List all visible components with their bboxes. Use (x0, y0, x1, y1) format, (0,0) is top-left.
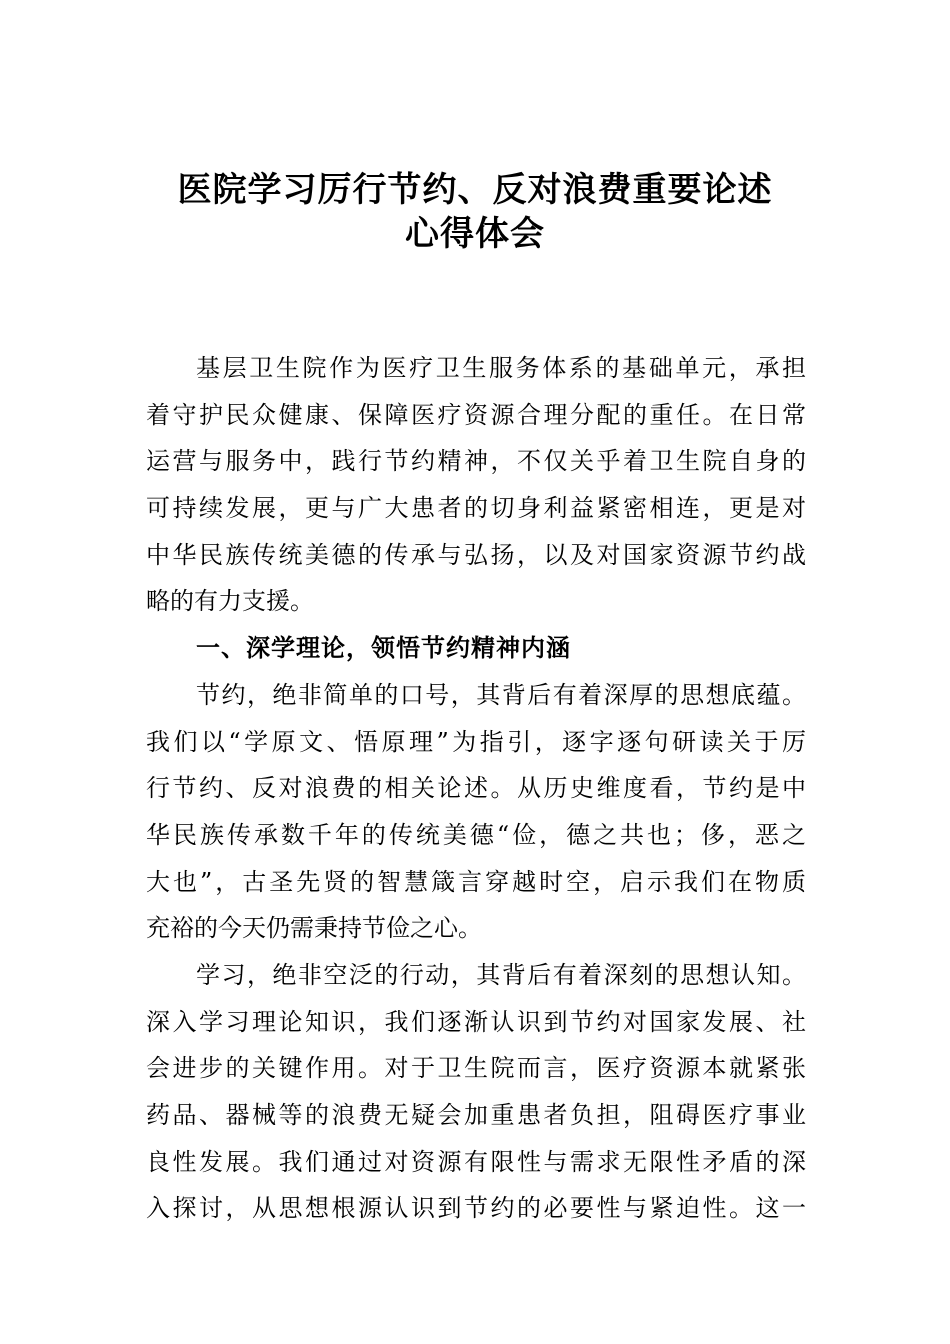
document-title-line-1: 医院学习厉行节约、反对浪费重要论述 (177, 170, 773, 210)
paragraph-line: 节约，绝非简单的口号，其背后有着深厚的思想底蕴。 (196, 680, 806, 709)
paragraph-line: 中华民族传统美德的传承与弘扬，以及对国家资源节约战 (146, 540, 806, 569)
section-heading (146, 625, 806, 672)
paragraph (146, 952, 806, 1232)
paragraph-line: 良性发展。我们通过对资源有限性与需求无限性矛盾的深 (146, 1147, 806, 1176)
heading-text: 一、深学理论，领悟节约精神内涵 (196, 633, 571, 663)
paragraph-line: 运营与服务中，践行节约精神，不仅关乎着卫生院自身的 (146, 447, 806, 476)
paragraph-line: 着守护民众健康、保障医疗资源合理分配的重任。在日常 (146, 400, 806, 429)
paragraph-line: 华民族传承数千年的传统美德“俭，德之共也；侈，恶之 (146, 820, 806, 849)
paragraph (146, 345, 806, 625)
document-title-line-2: 心得体会 (405, 214, 545, 254)
document-body (146, 345, 806, 1232)
paragraph-line: 会进步的关键作用。对于卫生院而言，医疗资源本就紧张 (146, 1054, 806, 1083)
paragraph-line: 学习，绝非空泛的行动，其背后有着深刻的思想认知。 (196, 960, 806, 989)
paragraph-line: 大也”，古圣先贤的智慧箴言穿越时空，启示我们在物质 (146, 867, 806, 896)
paragraph-line: 行节约、反对浪费的相关论述。从历史维度看，节约是中 (146, 774, 806, 803)
paragraph-line: 我们以“学原文、悟原理”为指引，逐字逐句研读关于厉 (146, 727, 806, 756)
paragraph-line: 入探讨，从思想根源认识到节约的必要性与紧迫性。这一 (146, 1194, 806, 1223)
paragraph-line: 充裕的今天仍需秉持节俭之心。 (146, 914, 482, 943)
paragraph (146, 672, 806, 952)
paragraph-line: 基层卫生院作为医疗卫生服务体系的基础单元，承担 (196, 354, 806, 382)
paragraph-line: 药品、器械等的浪费无疑会加重患者负担，阻碍医疗事业 (146, 1101, 806, 1129)
paragraph-line: 深入学习理论知识，我们逐渐认识到节约对国家发展、社 (146, 1007, 806, 1036)
paragraph-line: 略的有力支援。 (146, 587, 314, 616)
paragraph-line: 可持续发展，更与广大患者的切身利益紧密相连，更是对 (146, 494, 806, 523)
